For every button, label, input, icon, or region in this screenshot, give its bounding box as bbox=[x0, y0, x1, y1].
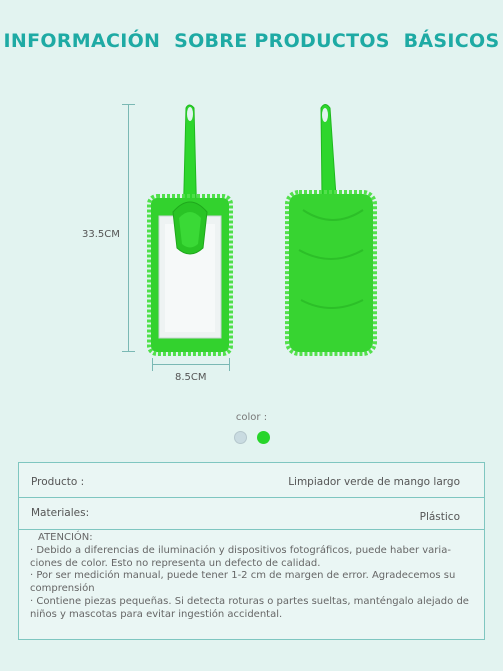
notice-section bbox=[30, 532, 480, 622]
color-swatch-gray[interactable] bbox=[234, 431, 247, 444]
color-label: color : bbox=[235, 412, 268, 423]
product-image-front bbox=[145, 100, 235, 356]
divider bbox=[19, 497, 484, 498]
page-title: INFORMACIÓN SOBRE PRODUCTOS BÁSICOS bbox=[3, 30, 500, 52]
notice-heading: ATENCIÓN: bbox=[38, 532, 93, 543]
width-dimension-line bbox=[152, 364, 230, 365]
materials-value: Plástico bbox=[419, 511, 460, 523]
materials-label: Materiales: bbox=[31, 507, 90, 519]
height-dimension-cap-bottom bbox=[122, 351, 135, 352]
product-value: Limpiador verde de mango largo bbox=[288, 476, 460, 488]
notice-item: · Contiene piezas pequeñas. Si detecta roturas o partes sueltas, manténgalo alejado de niños y mascotas para evitar ingestión accidental. bbox=[30, 595, 469, 620]
height-dimension-line bbox=[128, 104, 129, 352]
product-image-back bbox=[283, 100, 378, 358]
notice-item: · Por ser medición manual, puede tener 1-2 cm de margen de error. Agradecemos su comprensión bbox=[30, 570, 456, 595]
height-dimension-cap-top bbox=[122, 104, 135, 105]
divider bbox=[19, 529, 484, 530]
color-swatch-green[interactable] bbox=[257, 431, 270, 444]
product-info-box bbox=[18, 462, 485, 640]
notice-item: · Debido a diferencias de iluminación y dispositivos fotográficos, puede haber varia-ciones de color. Esto no representa un defecto de calidad. bbox=[30, 544, 451, 569]
width-dimension-label: 8.5CM bbox=[175, 372, 207, 383]
height-dimension-label: 33.5CM bbox=[82, 229, 120, 240]
width-dimension-cap-left bbox=[152, 358, 153, 371]
width-dimension-cap-right bbox=[229, 358, 230, 371]
product-label: Producto : bbox=[31, 476, 85, 488]
